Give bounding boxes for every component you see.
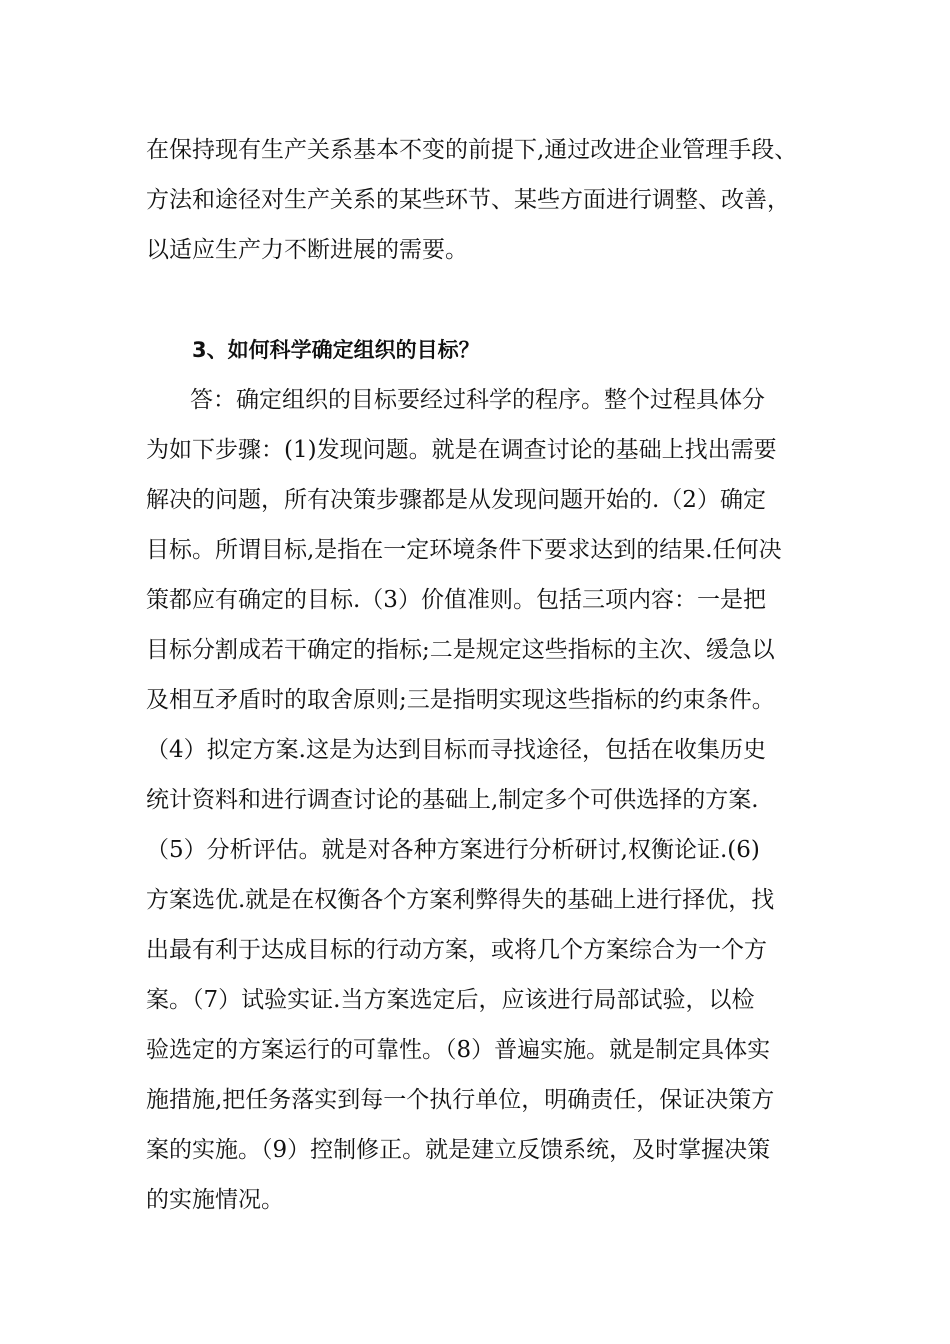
- answer-line-3: 解决的问题，所有决策步骤都是从发现问题开始的.（2）确定: [146, 487, 766, 513]
- answer-line-12: 出最有利于达成目标的行动方案，或将几个方案综合为一个方: [146, 937, 767, 963]
- answer-line-13: 案。（7）试验实证.当方案选定后，应该进行局部试验，以检: [146, 987, 755, 1013]
- answer-line-6: 目标分割成若干确定的指标;二是规定这些指标的主次、缓急以: [146, 637, 775, 663]
- answer-line-17: 的实施情况。: [146, 1187, 284, 1213]
- answer-line-15: 施措施,把任务落实到每一个执行单位，明确责任，保证决策方: [146, 1087, 775, 1113]
- answer-line-10: （5）分析评估。就是对各种方案进行分析研讨,权衡论证.(6): [146, 837, 760, 863]
- answer-line-5: 策都应有确定的目标.（3）价值准则。包括三项内容：一是把: [146, 587, 766, 613]
- answer-line-14: 验选定的方案运行的可靠性。（8）普遍实施。就是制定具体实: [146, 1037, 771, 1063]
- question-heading: 3、如何科学确定组织的目标？: [192, 338, 480, 362]
- answer-line-2: 为如下步骤：(1)发现问题。就是在调查讨论的基础上找出需要: [146, 437, 777, 463]
- intro-line-2: 方法和途径对生产关系的某些环节、某些方面进行调整、改善，: [146, 187, 790, 213]
- intro-line-1: 在保持现有生产关系基本不变的前提下,通过改进企业管理手段、: [146, 137, 798, 163]
- answer-line-11: 方案选优.就是在权衡各个方案利弊得失的基础上进行择优，找: [146, 887, 775, 913]
- intro-line-3: 以适应生产力不断进展的需要。: [146, 237, 468, 263]
- answer-line-7: 及相互矛盾时的取舍原则;三是指明实现这些指标的约束条件。: [146, 687, 775, 713]
- answer-line-1: 答：确定组织的目标要经过科学的程序。整个过程具体分: [190, 387, 765, 413]
- answer-line-4: 目标。所谓目标,是指在一定环境条件下要求达到的结果.任何决: [146, 537, 782, 563]
- answer-line-16: 案的实施。（9）控制修正。就是建立反馈系统，及时掌握决策: [146, 1137, 771, 1163]
- answer-line-8: （4）拟定方案.这是为达到目标而寻找途径，包括在收集历史: [146, 737, 766, 763]
- answer-line-9: 统计资料和进行调查讨论的基础上,制定多个可供选择的方案.: [146, 787, 759, 813]
